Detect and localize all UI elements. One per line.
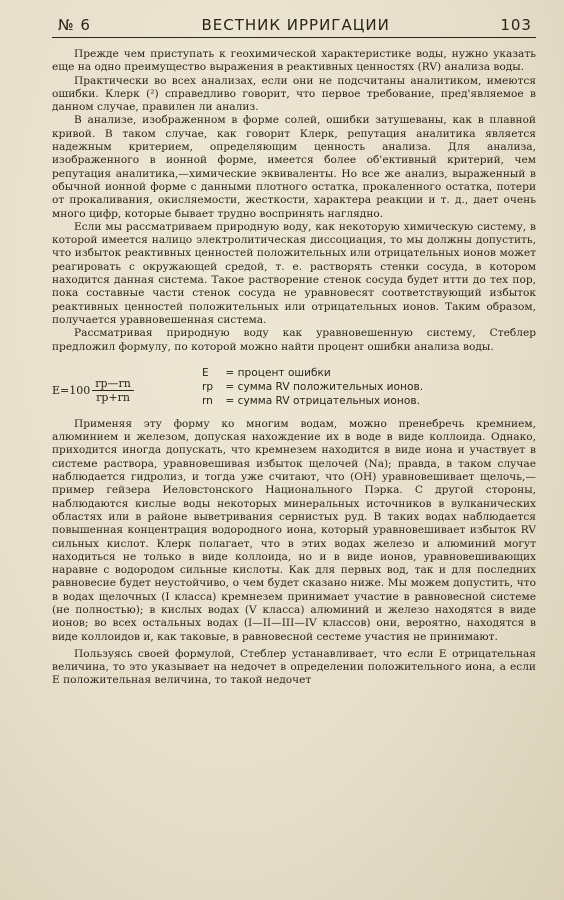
formula-legend bbox=[202, 366, 423, 408]
formula-numerator: rp—rn bbox=[92, 378, 134, 391]
error-formula bbox=[52, 366, 536, 408]
legend-text: = процент ошибки bbox=[225, 366, 331, 379]
article-body bbox=[52, 48, 536, 688]
paragraph: Пользуясь своей формулой, Стеблер устанавливает, что если E отрицательная величина, то это указывает на недочет в определении положительного иона, а если E положительная величина, то такой недочет bbox=[52, 647, 536, 687]
page-number: 103 bbox=[500, 16, 532, 34]
legend-row bbox=[202, 366, 423, 380]
legend-row bbox=[202, 380, 423, 394]
paragraph: Если мы рассматриваем природную воду, как некоторую химическую систему, в которой имеется налицо электролитическая диссоциация, то мы должны допустить, что избыток реактивных ценностей положительных или отрицательных ионов может реагировать с окружающей средой, т. е. растворять стенки сосуда, в котором находится данная система. Такое растворение стенок сосуда будет итти до тех пор, пока составные части стенок сосуда не уравновесят соответствующий избыток реактивных ценностей положительных или отрицательных ионов. Таким образом, получается уравновешенная система. bbox=[52, 220, 536, 326]
legend-symbol: E bbox=[202, 366, 209, 379]
header-rule bbox=[52, 37, 536, 38]
paragraph: Применяя эту форму ко многим водам, можно пренебречь кремнием, алюминием и железом, допуская нахождение их в воде в виде коллоида. Однако, приходится иногда допускать, что кремнезем находится в виде иона и участвует в системе раствора, уравновешивая избыток щелочей (Na); правда, в таком случае наблюдается гидролиз, и тогда уже считают, что (OH) уравновешивает щелочь,—пример гейзера Иеловстонского Национального Пэрка. С другой стороны, наблюдаются кислые воды некоторых минеральных источников в вулканических областях или в районе выветривания сернистых руд. В таких водах наблюдается повышенная концентрация водородного иона, который уравновешивает избыток RV сильных кислот. Клерк полагает, что в этих водах железо и алюминий могут находиться не только в виде коллоида, но и в виде ионов, уравновешивающих наравне с водородом сильные кислоты. Как для первых вод, так и для последних равновесие будет неустойчиво, о чем будет сказано ниже. Мы можем допустить, что в водах щелочных (I класса) кремнезем принимает участие в равновесной системе (не полностью); в кислых водах (V класса) алюминий и железо находятся в виде ионов; во всех остальных водах (I—II—III—IV классов) они, вероятно, находятся в виде коллоидов и, как таковые, в равновесной сестеме участия не принимают. bbox=[52, 417, 536, 643]
paragraph: Прежде чем приступать к геохимической характеристике воды, нужно указать еще на одно преимущество выражения в реактивных ценностях (RV) анализа воды. bbox=[52, 48, 536, 74]
formula-denominator: rp+rn bbox=[96, 390, 130, 404]
legend-symbol: rn bbox=[202, 394, 213, 407]
formula-lhs: E=100 bbox=[52, 384, 91, 398]
formula-expression bbox=[52, 366, 202, 404]
formula-fraction bbox=[92, 378, 134, 404]
page-header bbox=[52, 16, 536, 37]
paragraph: Рассматривая природную воду как уравновешенную систему, Стеблер предложил формулу, по которой можно найти процент ошибки анализа воды. bbox=[52, 327, 536, 353]
legend-symbol: rp bbox=[202, 380, 214, 393]
legend-text: = сумма RV положительных ионов. bbox=[225, 380, 424, 393]
legend-row bbox=[202, 394, 423, 408]
journal-title: ВЕСТНИК ИРРИГАЦИИ bbox=[201, 16, 390, 34]
paragraph: В анализе, изображенном в форме солей, ошибки затушеваны, как в плавной кривой. В таком случае, как говорит Клерк, репутация аналитика является надежным критерием, определяющим ценность анализа. Для анализа, изображенного в ионной форме, имеется более об'ективный критерий, чем репутация аналитика,—химические эквиваленты. Но все же анализ, выраженный в обычной ионной форме с данными плотного остатка, прокаленного остатка, потери от прокаливания, окисляемости, жесткости, характера реакции и т. д., дает очень много цифр, которые бывает трудно воспринять наглядно. bbox=[52, 114, 536, 220]
legend-text: = сумма RV отрицательных ионов. bbox=[225, 394, 420, 407]
issue-number: № 6 bbox=[58, 16, 91, 34]
paragraph: Практически во всех анализах, если они не подсчитаны аналитиком, имеются ошибки. Клерк (²) справедливо говорит, что первое требование, пред'являемое в данном случае, правилен ли анализ. bbox=[52, 74, 536, 114]
